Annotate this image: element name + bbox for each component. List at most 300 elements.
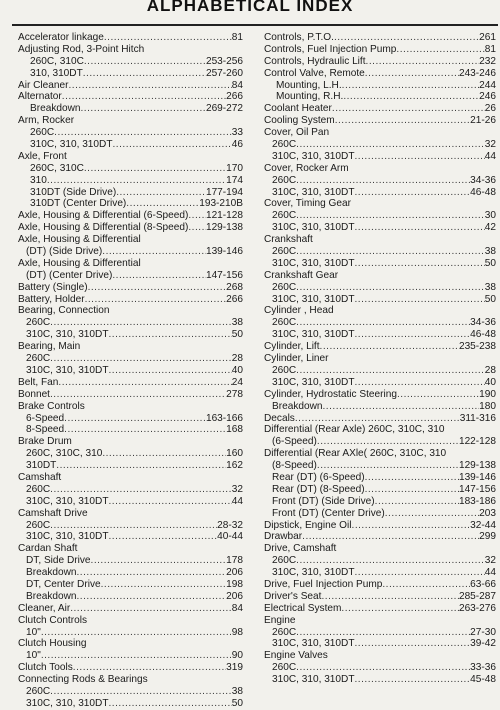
index-entry — [264, 139, 496, 151]
dot-leader — [50, 484, 232, 496]
index-entry-topic: 260C — [272, 210, 297, 222]
index-entry-topic: Rear (DT) (6-Speed) — [272, 471, 365, 483]
dot-leader — [396, 44, 484, 56]
index-entry-page: 299 — [479, 531, 496, 543]
index-entry — [18, 258, 243, 270]
index-entry — [264, 329, 496, 341]
index-entry — [18, 127, 243, 139]
index-entry — [18, 365, 243, 377]
index-entry-page: 34-36 — [470, 317, 496, 329]
dot-leader — [302, 531, 479, 543]
index-entry-topic: Axle, Housing & Differential (8-Speed) — [18, 222, 189, 234]
index-entry-topic: 10" — [26, 650, 41, 662]
dot-leader — [56, 460, 226, 472]
index-entry-topic: Battery (Single) — [18, 281, 88, 293]
index-entry-topic: Connecting Rods & Bearings — [18, 674, 148, 686]
index-entry-topic: 260C — [26, 353, 51, 365]
dot-leader — [102, 448, 226, 460]
dot-leader — [70, 603, 232, 615]
index-entry — [264, 294, 496, 306]
index-entry-page: 50 — [231, 329, 243, 341]
index-entry — [264, 127, 496, 139]
dot-leader — [296, 555, 485, 567]
index-entry — [264, 103, 496, 115]
index-entry — [18, 508, 243, 520]
index-entry-page: 33 — [231, 127, 243, 139]
dot-leader — [64, 413, 206, 425]
index-entry-topic: Clutch Tools — [18, 662, 73, 674]
index-entry-page: 232 — [479, 55, 496, 67]
index-entry-topic: Mounting, R.H. — [276, 91, 344, 103]
index-entry — [18, 187, 243, 199]
index-entry-page: 38 — [484, 281, 496, 293]
index-entry — [18, 175, 243, 187]
index-entry-topic: 260C — [272, 174, 297, 186]
dot-leader — [317, 460, 459, 472]
index-entry-page: 32 — [484, 139, 496, 151]
index-entry-page: 162 — [226, 460, 243, 472]
index-entry — [18, 686, 243, 698]
index-entry-page: 243-246 — [458, 67, 496, 79]
index-entry-topic: 260C — [26, 317, 51, 329]
index-entry — [264, 484, 496, 496]
dot-leader — [109, 531, 218, 543]
index-entry-topic: Control Valve, Remote — [264, 67, 365, 79]
index-entry-topic: 310DT (Side Drive) — [30, 186, 117, 198]
index-entry — [264, 222, 496, 234]
index-entry — [264, 591, 496, 603]
index-entry-page: 285-287 — [458, 590, 496, 602]
index-entry-topic: 310C, 310, 310DT — [26, 364, 109, 376]
index-entry-page: 98 — [231, 626, 243, 638]
dot-leader — [84, 163, 226, 175]
index-entry-topic: Decals — [264, 412, 295, 424]
dot-leader — [91, 555, 227, 567]
index-entry — [18, 91, 243, 103]
dot-leader — [50, 686, 232, 698]
index-entry-topic: Clutch Housing — [18, 638, 87, 650]
index-entry-page: 129-138 — [458, 460, 496, 472]
index-entry — [18, 472, 243, 484]
index-entry-page: 50 — [484, 293, 496, 305]
index-entry-topic: Differential (Rear AXle( 260C, 310C, 310 — [264, 448, 447, 460]
index-entry-topic: Cleaner, Air — [18, 602, 71, 614]
index-entry-topic: Clutch Controls — [18, 614, 88, 626]
index-entry-page: 81 — [231, 32, 243, 43]
index-entry-page: 84 — [231, 79, 243, 91]
index-entry-topic: 260C, 310C, 310 — [26, 448, 103, 460]
index-entry-page: 235-238 — [458, 341, 496, 353]
index-entry-topic: 310C, 310, 310DT — [272, 257, 355, 269]
index-entry-topic: Cylinder , Head — [264, 305, 334, 317]
index-entry-topic: Breakdown — [30, 103, 81, 115]
index-entry — [18, 531, 243, 543]
index-entry-topic: 260C, 310C — [30, 162, 84, 174]
index-entry — [18, 270, 243, 282]
index-entry — [264, 317, 496, 329]
index-entry — [264, 413, 496, 425]
index-entry-topic: Bonnet — [18, 388, 50, 400]
index-entry — [264, 270, 496, 282]
index-entry-page: 45-48 — [470, 674, 496, 686]
index-entry-page: 206 — [226, 567, 243, 579]
index-entry-topic: Drawbar — [264, 531, 303, 543]
index-entry-topic: Coolant Heater — [264, 103, 332, 115]
index-entry-topic: 310, 310DT — [30, 67, 83, 79]
index-entry — [264, 389, 496, 401]
index-entry — [264, 579, 496, 591]
index-entry-topic: Controls, Fuel Injection Pump — [264, 43, 397, 55]
index-entry-page: 40 — [484, 376, 496, 388]
index-entry-page: 46 — [231, 139, 243, 151]
index-entry-topic: Differential (Rear Axle) 260C, 310C, 310 — [264, 424, 445, 436]
index-entry-topic: Axle, Housing & Differential (6-Speed) — [18, 210, 189, 222]
index-entry — [264, 472, 496, 484]
index-entry — [264, 460, 496, 472]
index-entry-page: 278 — [226, 388, 243, 400]
dot-leader — [355, 187, 471, 199]
index-entry — [18, 377, 243, 389]
index-entry — [264, 258, 496, 270]
index-entry-topic: 310DT (Center Drive) — [30, 198, 127, 210]
index-entry-topic: DT, Center Drive — [26, 578, 101, 590]
index-entry-topic: Rear (DT) (8-Speed) — [272, 483, 365, 495]
index-entry — [18, 317, 243, 329]
index-entry-topic: 310C, 310, 310DT — [26, 495, 109, 507]
dot-leader — [41, 650, 232, 662]
index-entry — [264, 401, 496, 413]
index-entry — [18, 460, 243, 472]
index-entry-topic: Controls, P.T.O. — [264, 32, 334, 43]
index-entry — [264, 424, 496, 436]
index-entry-page: 261 — [479, 32, 496, 43]
index-entry-topic: 310 — [30, 174, 47, 186]
index-entry — [18, 139, 243, 151]
index-entry — [264, 436, 496, 448]
index-entry — [264, 650, 496, 662]
index-entry — [264, 615, 496, 627]
index-entry — [18, 698, 243, 710]
index-entry-page: 319 — [226, 662, 243, 674]
dot-leader — [102, 246, 206, 258]
dot-leader — [296, 282, 485, 294]
index-entry — [264, 163, 496, 175]
index-entry-page: 160 — [226, 448, 243, 460]
index-entry-topic: Battery, Holder — [18, 293, 85, 305]
index-entry-topic: 310C, 310, 310DT — [272, 150, 355, 162]
index-entry-topic: 260C, 310C — [30, 55, 84, 67]
index-entry — [264, 151, 496, 163]
index-entry — [18, 68, 243, 80]
index-entry-topic: Dipstick, Engine Oil — [264, 519, 352, 531]
dot-leader — [188, 222, 206, 234]
index-entry-page: 42 — [484, 222, 496, 234]
index-entry-topic: 260C — [272, 662, 297, 674]
index-entry — [18, 615, 243, 627]
index-entry — [18, 567, 243, 579]
index-entry — [18, 603, 243, 615]
index-entry-topic: Mounting, L.H. — [276, 79, 342, 91]
dot-leader — [85, 294, 227, 306]
index-entry-topic: Cover, Oil Pan — [264, 127, 330, 139]
index-entry-topic: Alternator — [18, 91, 62, 103]
index-entry — [264, 210, 496, 222]
dot-leader — [296, 175, 470, 187]
page-title: ALPHABETICAL INDEX — [146, 0, 354, 15]
index-entry — [18, 103, 243, 115]
index-entry-topic: Cylinder, Lift — [264, 341, 320, 353]
title-rule — [12, 24, 498, 26]
index-entry-topic: Breakdown — [26, 590, 77, 602]
dot-leader — [366, 56, 480, 68]
index-entry-page: 46-48 — [470, 329, 496, 341]
dot-leader — [54, 127, 232, 139]
index-entry-topic: Driver's Seat — [264, 590, 322, 602]
index-entry-topic: Adjusting Rod, 3-Point Hitch — [18, 43, 145, 55]
dot-leader — [352, 520, 471, 532]
dot-leader — [295, 413, 460, 425]
index-entry-topic: (DT) (Center Drive) — [26, 269, 113, 281]
index-entry-topic: 260C — [30, 127, 55, 139]
index-entry-page: 266 — [226, 91, 243, 103]
dot-leader — [109, 365, 232, 377]
index-entry-topic: 10" — [26, 626, 41, 638]
index-entry-page: 129-138 — [205, 222, 243, 234]
index-entry-page: 63-66 — [470, 578, 496, 590]
index-entry-topic: Brake Drum — [18, 436, 72, 448]
dot-leader — [334, 32, 479, 44]
index-entry-page: 34-36 — [470, 174, 496, 186]
index-entry-page: 39-42 — [470, 638, 496, 650]
index-entry-page: 311-316 — [459, 412, 496, 424]
index-entry-topic: 310C, 310, 310DT — [272, 567, 355, 579]
index-entry — [18, 222, 243, 234]
index-entry-page: 28-32 — [217, 519, 243, 531]
index-entry-page: 253-256 — [205, 55, 243, 67]
index-entry-topic: Bearing, Main — [18, 341, 81, 353]
dot-leader — [58, 377, 231, 389]
index-entry-topic: 310C, 310, 310DT — [26, 531, 109, 543]
dot-leader — [50, 353, 232, 365]
index-entry — [264, 198, 496, 210]
index-entry-page: 177-194 — [205, 186, 243, 198]
index-entry-topic: (DT) (Side Drive) — [26, 246, 103, 258]
index-entry-topic: 260C — [272, 364, 297, 376]
index-entry — [18, 662, 243, 674]
index-entry-page: 203 — [479, 507, 496, 519]
dot-leader — [101, 579, 227, 591]
index-entry-topic: 310C, 310, 310DT — [26, 329, 109, 341]
dot-leader — [104, 32, 232, 44]
dot-leader — [355, 638, 471, 650]
index-entry-topic: Crankshaft Gear — [264, 269, 339, 281]
index-entry-page: 139-146 — [205, 246, 243, 258]
index-entry-topic: 260C — [272, 626, 297, 638]
index-entry-topic: Engine — [264, 614, 296, 626]
index-entry-page: 257-260 — [205, 67, 243, 79]
index-entry-page: 163-166 — [205, 412, 243, 424]
index-entry — [18, 591, 243, 603]
index-entry — [18, 282, 243, 294]
index-entry — [264, 365, 496, 377]
index-entry-page: 122-128 — [458, 436, 496, 448]
index-entry — [264, 115, 496, 127]
index-entry-page: 50 — [484, 257, 496, 269]
index-entry-topic: Brake Controls — [18, 400, 85, 412]
index-entry — [264, 175, 496, 187]
index-entry-page: 50 — [231, 697, 243, 709]
index-entry-page: 40 — [231, 364, 243, 376]
index-entry-topic: (6-Speed) — [272, 436, 317, 448]
index-entry-topic: 8-Speed — [26, 424, 65, 436]
index-entry-page: 90 — [231, 650, 243, 662]
index-entry — [264, 662, 496, 674]
index-entry-page: 206 — [226, 590, 243, 602]
index-entry-page: 24 — [231, 376, 243, 388]
dot-leader — [296, 210, 485, 222]
index-entry-topic: 6-Speed — [26, 412, 65, 424]
dot-leader — [343, 91, 479, 103]
index-entry-page: 32 — [484, 555, 496, 567]
index-entry — [264, 341, 496, 353]
dot-leader — [188, 210, 206, 222]
index-entry — [18, 638, 243, 650]
dot-leader — [84, 56, 206, 68]
dot-leader — [69, 80, 232, 92]
index-entry-topic: Engine Valves — [264, 650, 328, 662]
dot-leader — [81, 103, 206, 115]
index-entry-topic: 310C, 310, 310DT — [272, 186, 355, 198]
index-entry — [18, 44, 243, 56]
index-entry-topic: 310C, 310, 310DT — [272, 376, 355, 388]
dot-leader — [355, 294, 485, 306]
index-entry-topic: Bearing, Connection — [18, 305, 110, 317]
index-entry-page: 147-156 — [205, 269, 243, 281]
index-entry — [264, 32, 496, 44]
index-entry-page: 33-36 — [470, 662, 496, 674]
index-entry-page: 198 — [226, 578, 243, 590]
index-entry-page: 38 — [484, 246, 496, 258]
index-entry — [18, 627, 243, 639]
index-entry — [18, 305, 243, 317]
index-entry-page: 268 — [226, 281, 243, 293]
dot-leader — [73, 662, 226, 674]
dot-leader — [296, 365, 485, 377]
dot-leader — [77, 567, 227, 579]
dot-leader — [385, 508, 479, 520]
index-entry-page: 174 — [226, 174, 243, 186]
index-entry — [18, 413, 243, 425]
index-entry-page: 246 — [479, 91, 496, 103]
index-entry-topic: Camshaft Drive — [18, 507, 88, 519]
index-entry-topic: Axle, Front — [18, 150, 67, 162]
index-entry — [18, 32, 243, 44]
index-entry-topic: 260C — [272, 246, 297, 258]
dot-leader — [47, 175, 226, 187]
index-entry-page: 44 — [484, 150, 496, 162]
index-entry-page: 190 — [479, 388, 496, 400]
dot-leader — [126, 198, 199, 210]
index-entry-topic: Breakdown — [26, 567, 77, 579]
index-entry-page: 27-30 — [470, 626, 496, 638]
index-entry-topic: 310C, 310, 310DT — [30, 139, 113, 151]
index-entry-page: 44 — [484, 567, 496, 579]
dot-leader — [382, 579, 470, 591]
index-entry-topic: 260C — [272, 281, 297, 293]
index-entry-topic: Front (DT) (Side Drive) — [272, 495, 375, 507]
dot-leader — [355, 258, 485, 270]
dot-leader — [109, 496, 232, 508]
index-entry-page: 183-186 — [458, 495, 496, 507]
index-entry — [264, 305, 496, 317]
index-entry-page: 40-44 — [217, 531, 243, 543]
index-entry-topic: Crankshaft — [264, 234, 313, 246]
index-entry — [18, 56, 243, 68]
dot-leader — [77, 591, 227, 603]
dot-leader — [335, 115, 470, 127]
index-entry — [264, 674, 496, 686]
index-entry — [18, 555, 243, 567]
index-entry — [264, 638, 496, 650]
dot-leader — [355, 377, 485, 389]
index-entry-page: 178 — [226, 555, 243, 567]
dot-leader — [355, 674, 471, 686]
index-entry — [264, 555, 496, 567]
index-entry-topic: Cardan Shaft — [18, 543, 78, 555]
dot-leader — [317, 436, 459, 448]
index-entry — [18, 520, 243, 532]
dot-leader — [109, 698, 232, 710]
index-entry — [18, 401, 243, 413]
index-entry-page: 26 — [484, 103, 496, 115]
index-entry-topic: 310C, 310, 310DT — [272, 674, 355, 686]
index-entry-topic: 260C — [272, 317, 297, 329]
dot-leader — [296, 627, 470, 639]
index-entry-page: 266 — [226, 293, 243, 305]
index-entry — [18, 329, 243, 341]
index-entry-page: 263-276 — [458, 602, 496, 614]
index-entry-page: 170 — [226, 162, 243, 174]
dot-leader — [64, 424, 226, 436]
dot-leader — [342, 80, 480, 92]
index-entry-page: 193-210B — [199, 198, 243, 210]
index-entry-page: 32-44 — [470, 519, 496, 531]
index-entry-topic: 260C — [26, 483, 51, 495]
dot-leader — [355, 567, 485, 579]
index-entry-topic: Arm, Rocker — [18, 115, 75, 127]
index-entry — [264, 282, 496, 294]
index-entry — [264, 520, 496, 532]
index-entry — [18, 674, 243, 686]
index-entry-page: 147-156 — [458, 483, 496, 495]
index-entry — [18, 389, 243, 401]
index-entry-page: 28 — [231, 353, 243, 365]
index-entry — [18, 234, 243, 246]
index-entry — [264, 377, 496, 389]
index-entry — [18, 80, 243, 92]
dot-leader — [365, 484, 459, 496]
index-entry-topic: Cover, Timing Gear — [264, 198, 351, 210]
index-entry — [264, 44, 496, 56]
dot-leader — [113, 139, 232, 151]
index-entry-topic: Front (DT) (Center Drive) — [272, 507, 385, 519]
index-entry-topic: Drive, Camshaft — [264, 543, 337, 555]
index-entry-topic: Camshaft — [18, 471, 62, 483]
index-entry-page: 30 — [484, 210, 496, 222]
index-entry-topic: 310C, 310, 310DT — [26, 697, 109, 709]
dot-leader — [320, 341, 459, 353]
index-entry — [18, 210, 243, 222]
